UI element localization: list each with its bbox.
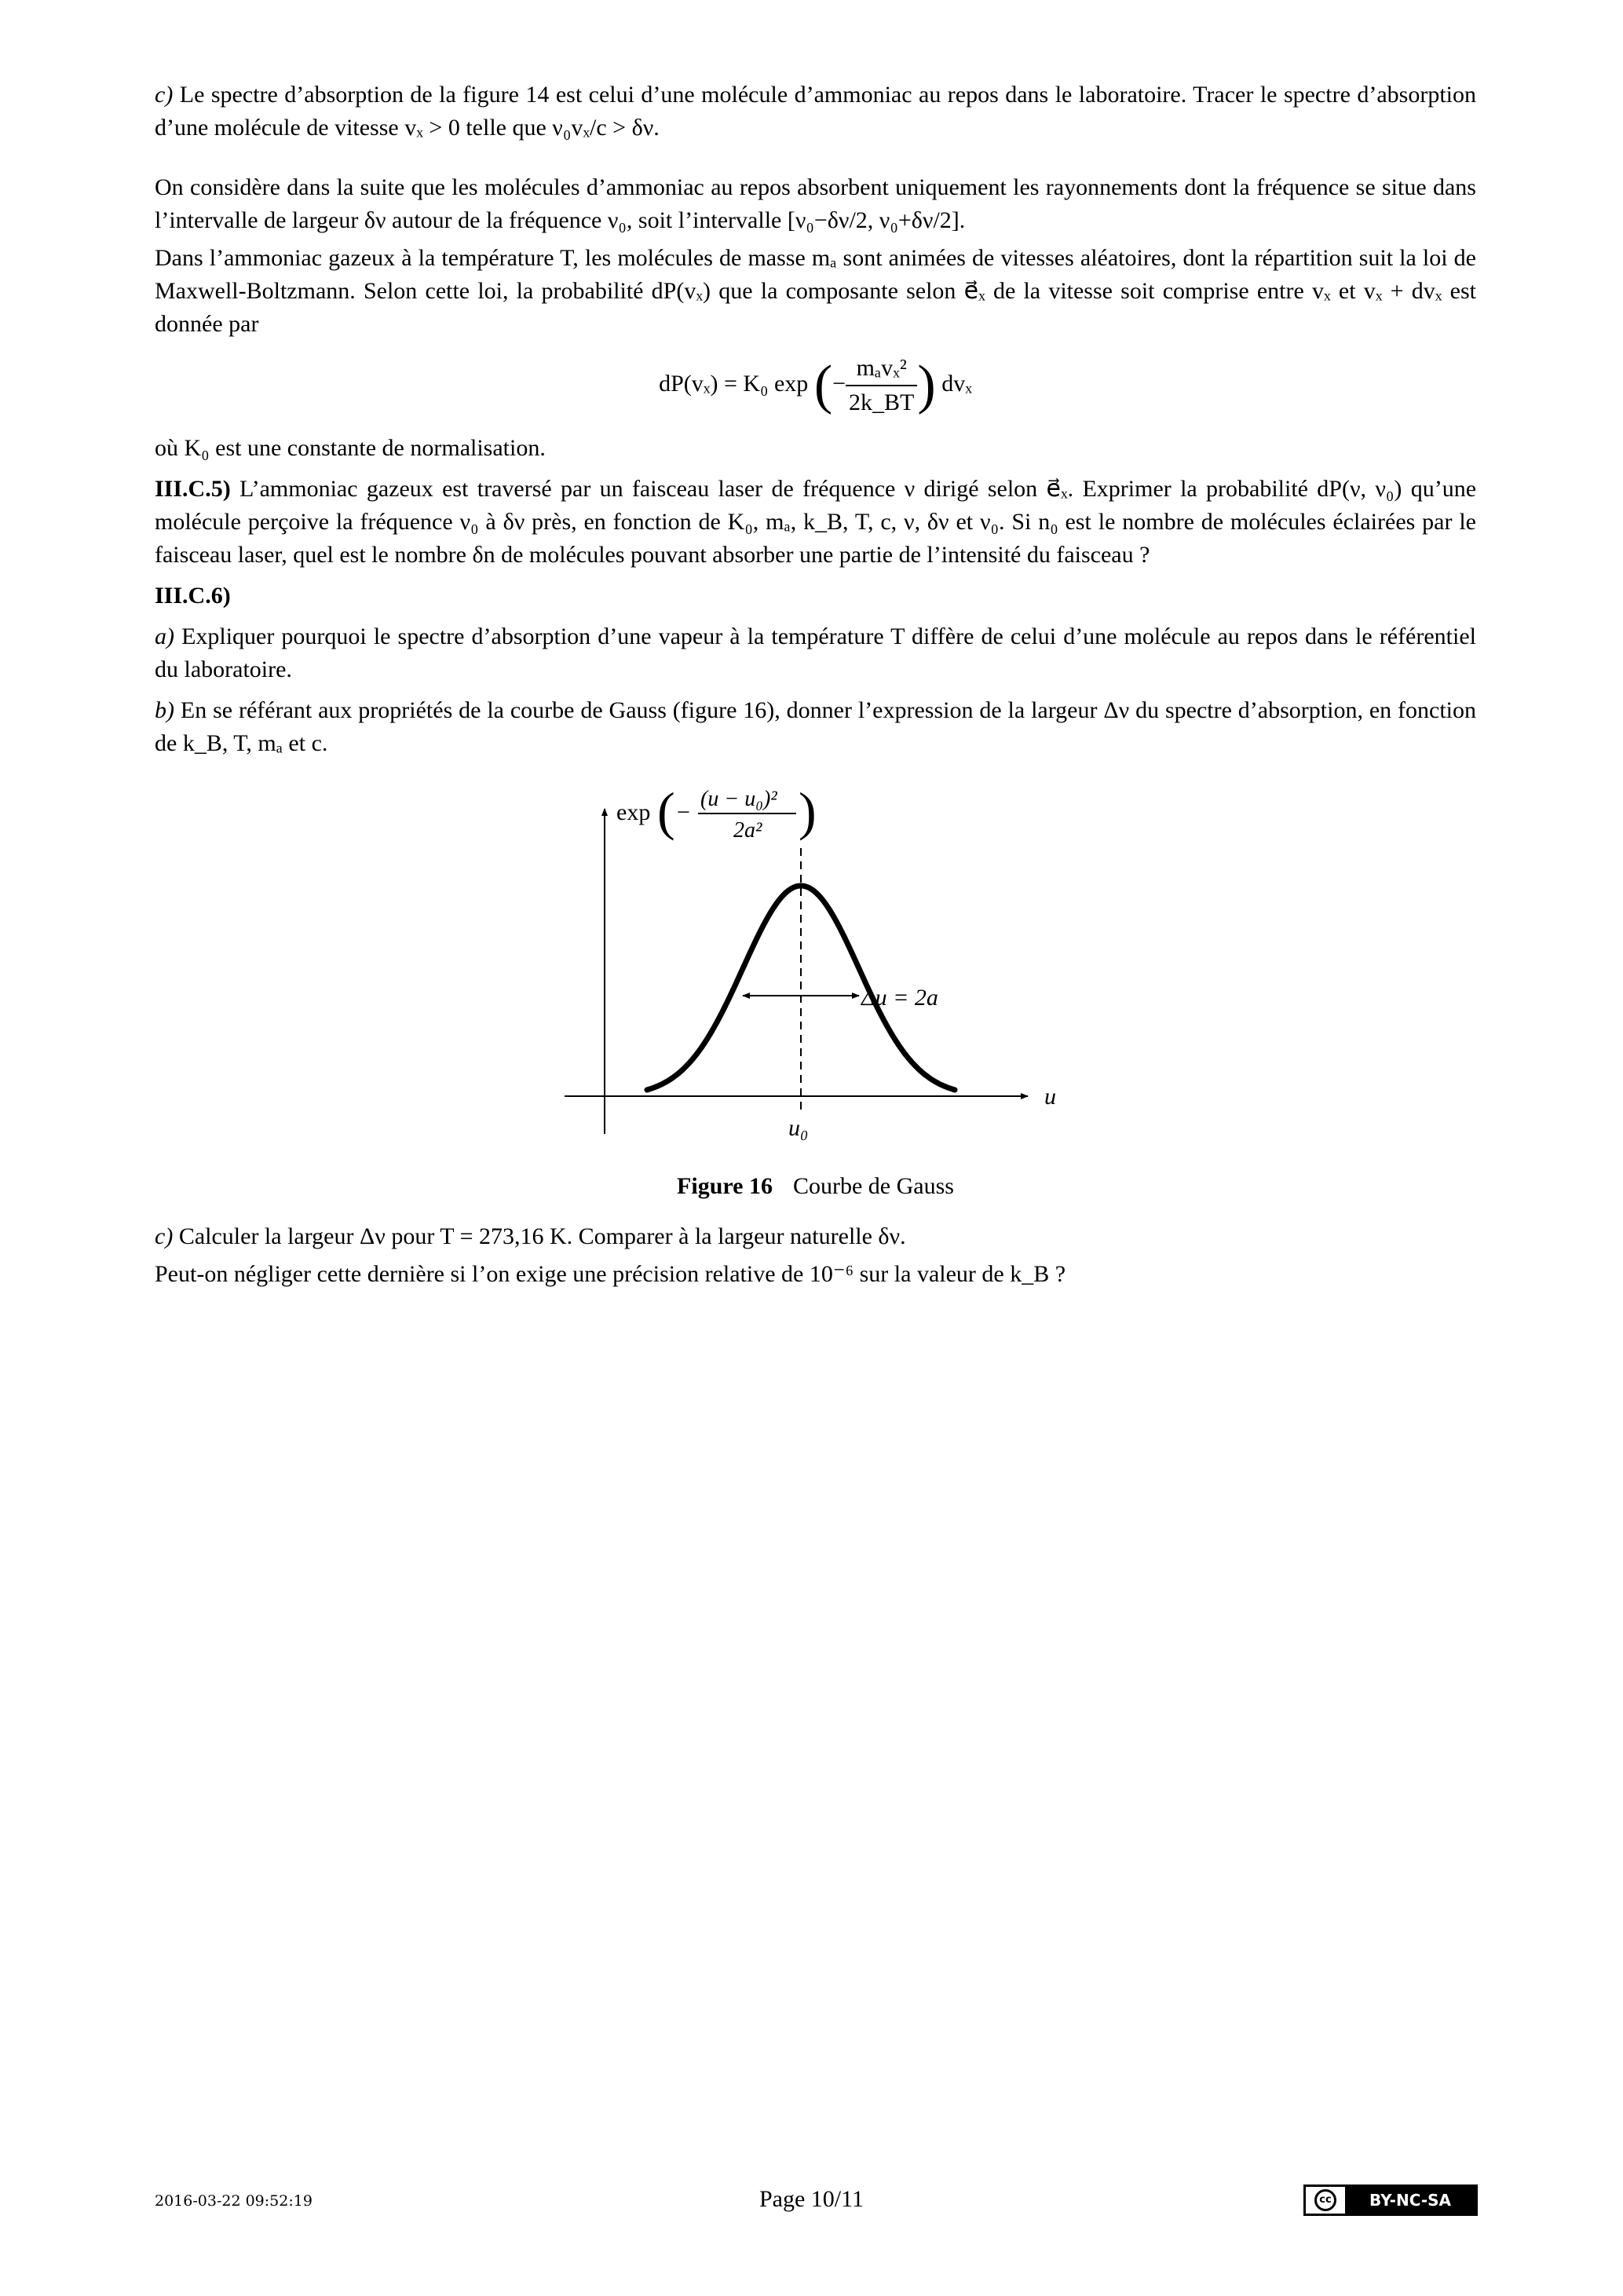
question-c5-paragraph: [155, 473, 1476, 572]
footer-page-number: Page 10/11: [758, 2186, 865, 2212]
question-c5-text: L’ammoniac gazeux est traversé par un faisceau laser de fréquence ν dirigé selon e⃗ₓ. Exprimer la probabilité dP(ν, ν₀) qu’une molécule perçoive la fréquence ν₀ à δν près, en fonction de K₀, mₐ, k_B, T, c, ν, δν et ν₀. Si n₀ est le nombre de molécules éclairées par le faisceau laser, quel est le nombre δn de molécules pouvant absorber une partie de l’intensité du faisceau ?: [155, 476, 1477, 568]
question-c5-label: III.C.5): [155, 476, 231, 502]
question-c6a-text: Expliquer pourquoi le spectre d’absorption d’une vapeur à la température T diffère de celui d’une molécule au repos dans le référentiel du laboratoire.: [155, 623, 1476, 682]
question-c6c-label: c): [155, 1223, 174, 1249]
license-text: BY-NC-SA: [1345, 2187, 1475, 2214]
y-axis-label-numerator: (u − u₀)²: [700, 787, 777, 811]
y-axis-label-minus: −: [677, 799, 690, 825]
question-c6c-paragraph: [155, 1220, 1476, 1253]
page-body: [155, 79, 1476, 1291]
equation-lhs: dP(vₓ) = K₀ exp: [659, 370, 809, 397]
question-c6b-paragraph: [155, 694, 1476, 760]
figure-caption: [155, 1170, 1476, 1203]
question-c-text: Le spectre d’absorption de la figure 14 est celui d’une molécule d’ammoniac au repos dans le laboratoire. Tracer le spectre d’absorption d’une molécule de vitesse vₓ > 0 telle que ν₀vₓ/c > δν.: [155, 82, 1476, 141]
center-label: u₀: [788, 1115, 809, 1141]
y-axis-label-exp: exp: [616, 799, 651, 825]
paragraph-normalisation: où K₀ est une constante de normalisation.: [155, 435, 546, 461]
question-c6c-text: Calculer la largeur Δν pour T = 273,16 K. Comparer à la largeur naturelle δν.: [178, 1223, 906, 1249]
cc-icon: [1306, 2187, 1345, 2214]
x-axis-label: u: [1044, 1084, 1056, 1110]
footer-timestamp: 2016-03-22 09:52:19: [155, 2192, 313, 2210]
question-c6b-text: En se référant aux propriétés de la courbe de Gauss (figure 16), donner l’expression de la largeur Δν du spectre d’absorption, en fonction de k_B, T, mₐ et c.: [155, 697, 1476, 756]
question-c6b-label: b): [155, 697, 174, 723]
question-c6-label: III.C.6): [155, 583, 231, 609]
figure-gauss: [155, 773, 1476, 1165]
figure-caption-text: Courbe de Gauss: [792, 1173, 954, 1199]
question-c6-heading: [155, 579, 1476, 612]
question-c-paragraph: [155, 79, 1476, 144]
paragraph-intervalle: On considère dans la suite que les molécules d’ammoniac au repos absorbent uniquement les rayonnements dont la fréquence se situe dans l’intervalle de largeur δν autour de la fréquence ν₀, soit l’intervalle [ν₀−δν/2, ν₀+δν/2].: [155, 174, 1476, 233]
license-badge: [1303, 2184, 1478, 2216]
question-c-label: c): [155, 82, 174, 108]
y-axis-label-close-paren: ): [799, 781, 817, 841]
y-axis-label-denominator: 2a²: [733, 818, 762, 843]
equation-open-paren: (: [813, 355, 833, 415]
y-axis-label-open-paren: (: [657, 781, 675, 841]
paragraph-maxwell: Dans l’ammoniac gazeux à la température T, les molécules de masse mₐ sont animées de vitesses aléatoires, dont la répartition suit la loi de Maxwell-Boltzmann. Selon cette loi, la probabilité dP(vₓ) que la composante selon e⃗ₓ de la vitesse soit comprise entre vₓ et vₓ + dvₓ est donnée par: [155, 245, 1476, 337]
equation-rhs: dvₓ: [941, 370, 972, 397]
width-label: Δu = 2a: [861, 985, 938, 1011]
question-c6c-text-2: Peut-on négliger cette dernière si l’on exige une précision relative de 10⁻⁶ sur la valeur de k_B ?: [155, 1261, 1066, 1287]
question-c6a-paragraph: [155, 620, 1476, 686]
equation-fraction: [846, 352, 917, 419]
equation-denominator: 2k_BT: [849, 389, 915, 415]
gauss-curve-plot: [155, 773, 1476, 1165]
equation-numerator: mₐvₓ²: [846, 352, 917, 386]
equation-close-paren: ): [917, 355, 936, 415]
question-c6a-label: a): [155, 623, 174, 649]
equation-maxwell-boltzmann: dP(vₓ) = K₀ exp (− $\frac{\text{mₐvₓ²}}{2k\_BT}$ ) dvₓ: [155, 352, 1476, 419]
figure-caption-label: Figure 16: [677, 1173, 773, 1199]
cc-icon-text: cc: [1314, 2189, 1336, 2211]
